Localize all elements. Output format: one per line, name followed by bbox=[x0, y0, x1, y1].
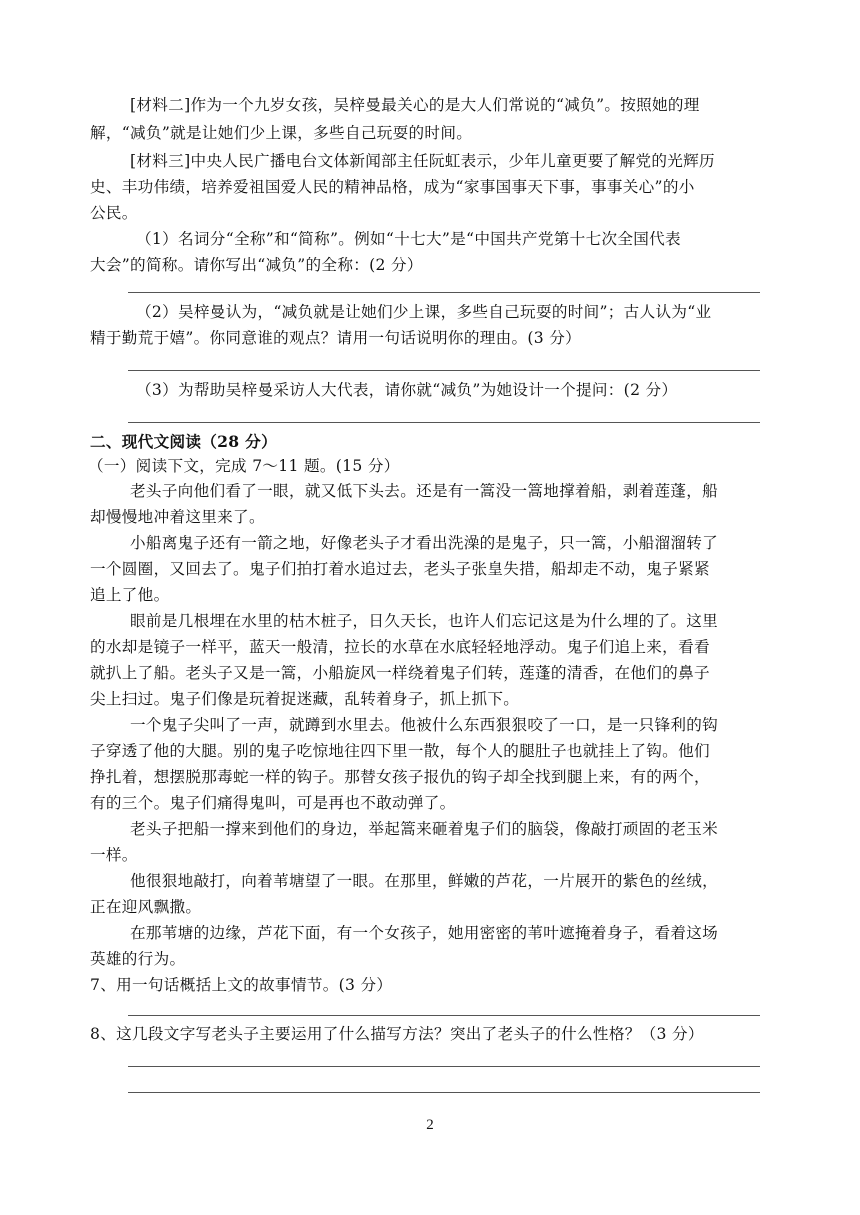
passage-line: 的水却是镜子一样平，蓝天一般清，拉长的水草在水底轻轻地浮动。鬼子们追上来，看看 bbox=[90, 638, 710, 656]
material3-line3: 公民。 bbox=[90, 204, 138, 222]
answer-line-q7[interactable] bbox=[128, 1015, 760, 1016]
material3-line1: [材料三]中央人民广播电台文体新闻部主任阮虹表示，少年儿童更要了解党的光辉历 bbox=[130, 152, 715, 170]
passage-line: 追上了他。 bbox=[90, 586, 170, 604]
question-1-line2: 大会”的简称。请你写出“减负”的全称：(2 分） bbox=[90, 256, 423, 274]
question-2-line1: （2）吴梓曼认为，“减负就是让她们少上课，多些自己玩耍的时间”；古人认为“业 bbox=[136, 303, 712, 321]
passage-line: 挣扎着，想摆脱那毒蛇一样的钩子。那替女孩子报仇的钩子却全找到腿上来，有的两个， bbox=[90, 768, 710, 786]
passage-line: 他很狠地敲打，向着苇塘望了一眼。在那里，鲜嫩的芦花，一片展开的紫色的丝绒， bbox=[130, 872, 719, 890]
passage-line: 眼前是几根埋在水里的枯木桩子，日久天长，也许人们忘记这是为什么埋的了。这里 bbox=[130, 612, 719, 630]
section-subheading: （一）阅读下文，完成 7～11 题。(15 分） bbox=[88, 457, 400, 475]
passage-line: 小船离鬼子还有一箭之地，好像老头子才看出洗澡的是鬼子，只一篙，小船溜溜转了 bbox=[130, 534, 719, 552]
answer-line-q8-2[interactable] bbox=[128, 1092, 760, 1093]
section-heading: 二、现代文阅读（28 分） bbox=[90, 432, 277, 451]
passage-line: 一个鬼子尖叫了一声，就蹲到水里去。他被什么东西狠狠咬了一口，是一只锋利的钩 bbox=[130, 716, 719, 734]
passage-line: 在那苇塘的边缘，芦花下面，有一个女孩子，她用密密的苇叶遮掩着身子，看着这场 bbox=[130, 924, 719, 942]
passage-line: 一样。 bbox=[90, 846, 138, 864]
passage-line: 尖上扫过。鬼子们像是玩着捉迷藏，乱转着身子，抓上抓下。 bbox=[90, 690, 520, 708]
passage-line: 老头子把船一撑来到他们的身边，举起篙来砸着鬼子们的脑袋，像敲打顽固的老玉米 bbox=[130, 820, 719, 838]
answer-line-q1[interactable] bbox=[128, 292, 760, 293]
question-3-line1: （3）为帮助吴梓曼采访人大代表，请你就“减负”为她设计一个提问：(2 分） bbox=[136, 381, 678, 399]
answer-line-q2[interactable] bbox=[128, 370, 760, 371]
page-number: 2 bbox=[426, 1117, 434, 1133]
passage-line: 就扒上了船。老头子又是一篙，小船旋风一样绕着鬼子们转，莲蓬的清香，在他们的鼻子 bbox=[90, 664, 710, 682]
passage-line: 正在迎风飘撒。 bbox=[90, 898, 202, 916]
passage-line: 子穿透了他的大腿。别的鬼子吃惊地往四下里一散，每个人的腿肚子也就挂上了钩。他们 bbox=[90, 742, 710, 760]
material2-line2: 解，“减负”就是让她们少上课，多些自己玩耍的时间。 bbox=[90, 124, 473, 142]
answer-line-q3[interactable] bbox=[128, 422, 760, 423]
passage-line: 有的三个。鬼子们痛得鬼叫，可是再也不敢动弹了。 bbox=[90, 794, 456, 812]
passage-line: 英雄的行为。 bbox=[90, 950, 186, 968]
answer-line-q8-1[interactable] bbox=[128, 1066, 760, 1067]
question-8: 8、这几段文字写老头子主要运用了什么描写方法？突出了老头子的什么性格？（3 分） bbox=[90, 1025, 704, 1043]
passage-line: 却慢慢地冲着这里来了。 bbox=[90, 508, 265, 526]
question-1-line1: （1）名词分“全称”和“简称”。例如“十七大”是“中国共产党第十七次全国代表 bbox=[136, 230, 681, 248]
question-7: 7、用一句话概括上文的故事情节。(3 分） bbox=[90, 976, 393, 994]
question-2-line2: 精于勤荒于嬉”。你同意谁的观点？请用一句话说明你的理由。(3 分） bbox=[90, 329, 582, 347]
material2-line1: [材料二]作为一个九岁女孩，吴梓曼最关心的是大人们常说的“减负”。按照她的理 bbox=[130, 96, 700, 114]
passage-line: 一个圆圈，又回去了。鬼子们拍打着水追过去，老头子张皇失措，船却走不动，鬼子紧紧 bbox=[90, 560, 710, 578]
material3-line2: 史、丰功伟绩，培养爱祖国爱人民的精神品格，成为“家事国事天下事，事事关心”的小 bbox=[90, 178, 695, 196]
passage-line: 老头子向他们看了一眼，就又低下头去。还是有一篙没一篙地撑着船，剥着莲蓬，船 bbox=[130, 482, 719, 500]
